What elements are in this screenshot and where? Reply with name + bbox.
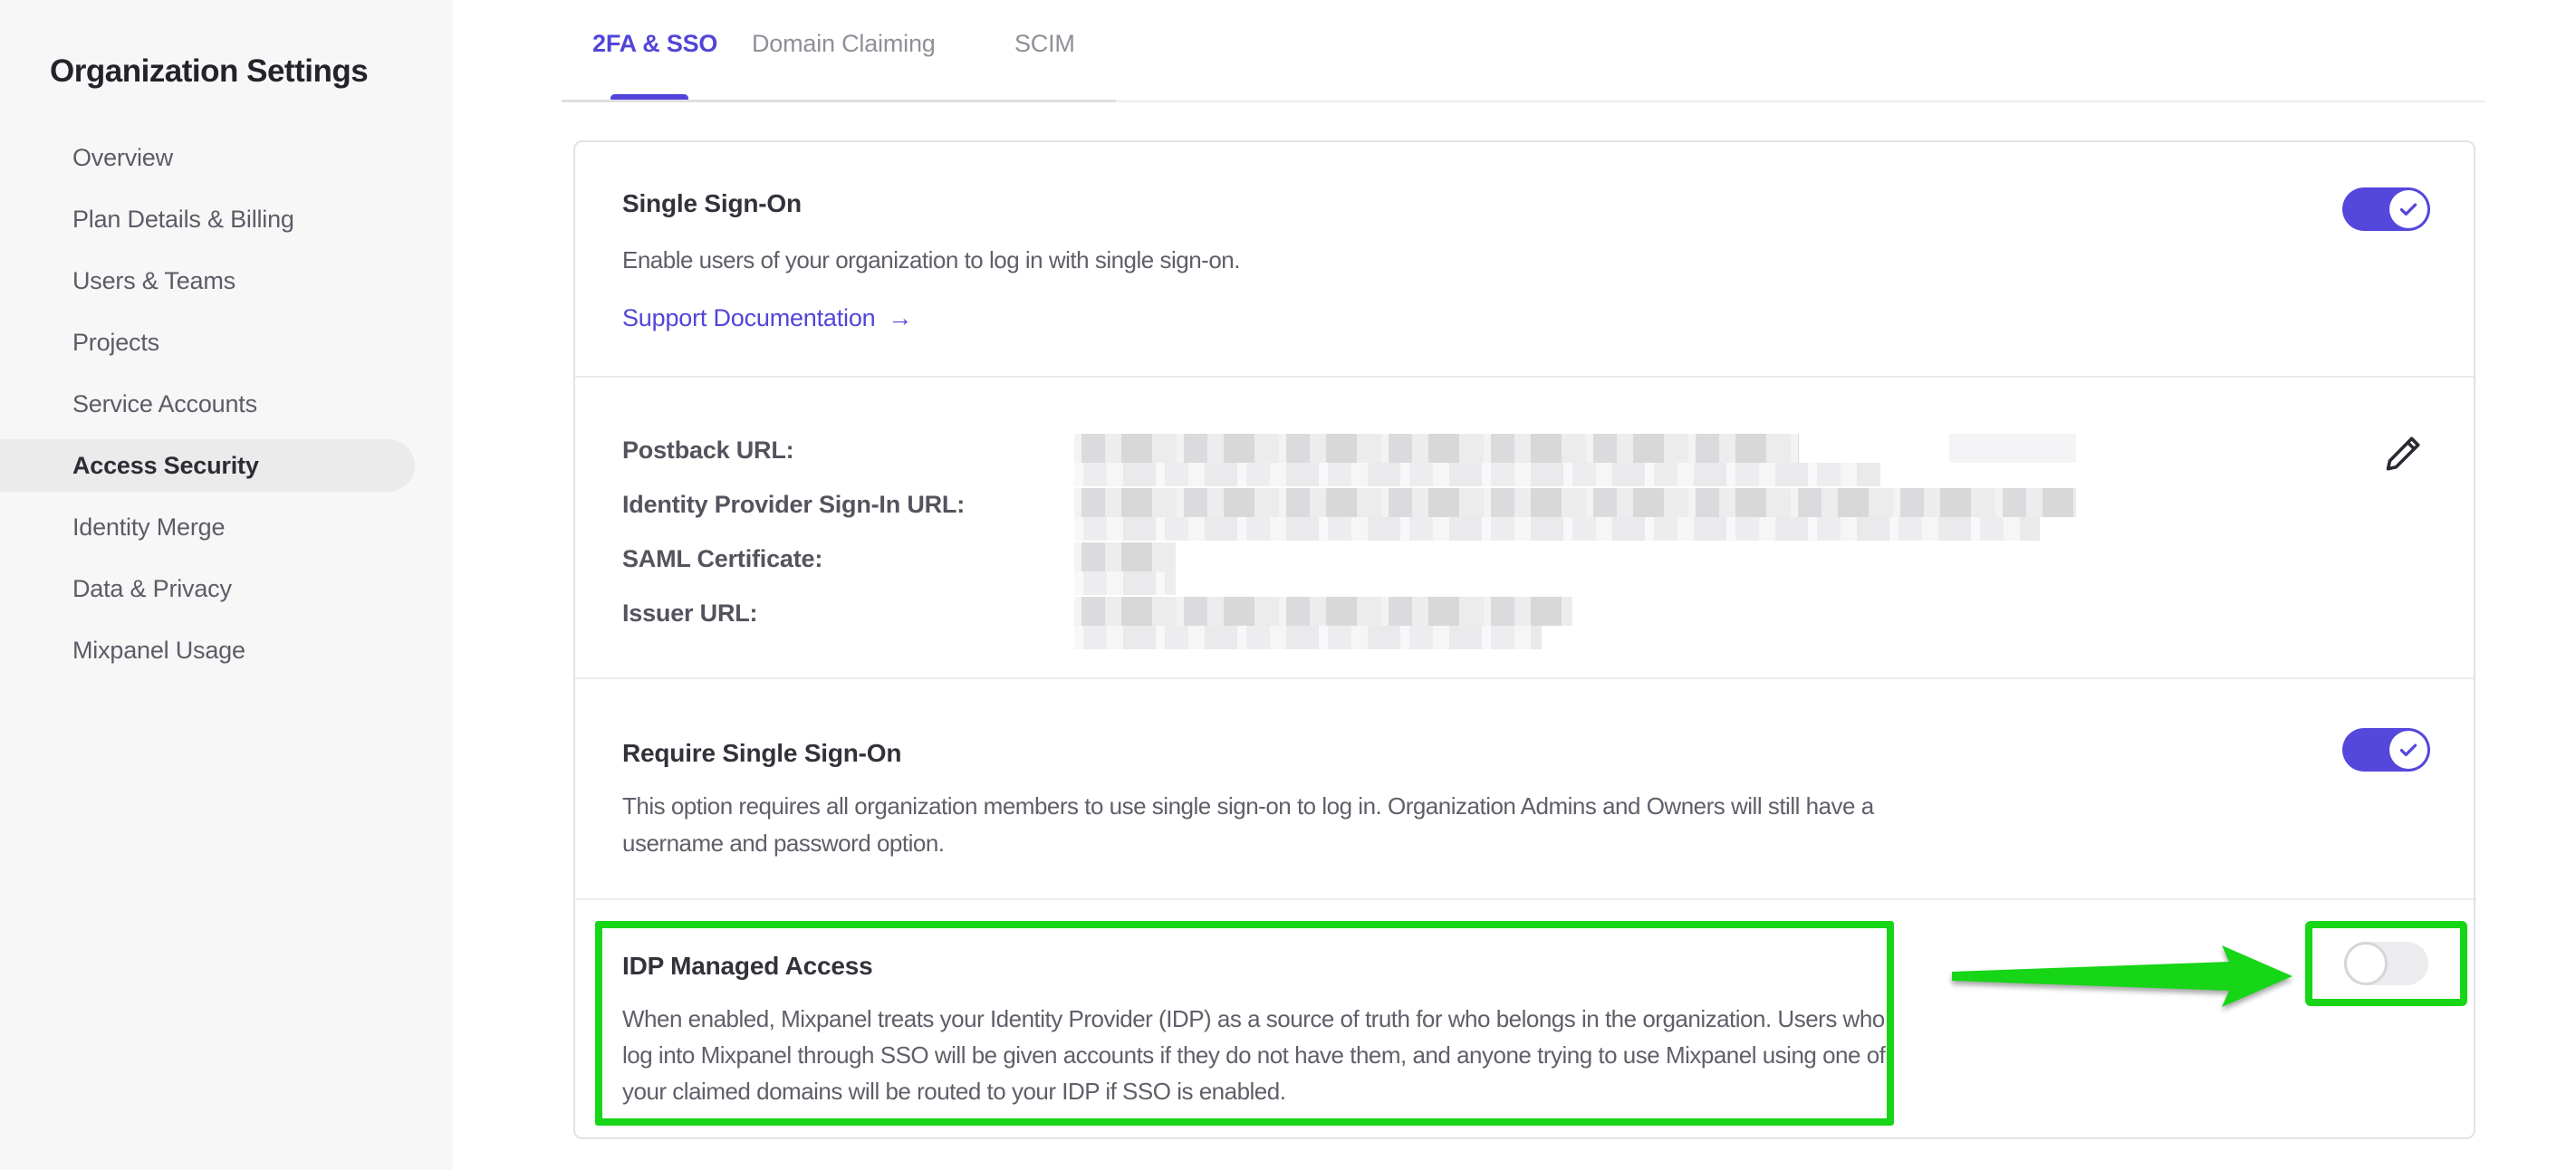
redacted-postback-url-value — [1074, 434, 1799, 463]
page-title: Organization Settings — [50, 53, 369, 89]
pencil-icon — [2382, 433, 2424, 475]
toggle-knob — [2389, 731, 2427, 769]
redacted-idp-signin-url-value — [1074, 488, 2076, 517]
redacted-postback-url-value-2 — [1074, 463, 1880, 486]
tabs-divider — [562, 100, 1116, 102]
redacted-issuer-url-value-2 — [1074, 626, 1542, 649]
check-icon — [2397, 738, 2420, 762]
annotation-arrow-icon — [1946, 938, 2302, 1014]
sidebar-item-plan-details-billing[interactable]: Plan Details & Billing — [72, 205, 294, 233]
redacted-idp-signin-url-value-2 — [1074, 517, 2040, 541]
saml-details-section — [575, 376, 2474, 677]
content-divider — [1116, 101, 2485, 102]
toggle-knob — [2344, 942, 2388, 985]
redacted-saml-certificate-value — [1074, 542, 1176, 571]
require-sso-title: Require Single Sign-On — [622, 739, 902, 767]
sidebar-item-service-accounts[interactable]: Service Accounts — [72, 389, 257, 417]
idp-title: IDP Managed Access — [622, 952, 873, 980]
redacted-postback-url-value-3 — [1949, 434, 2076, 463]
toggle-highlight-box — [2305, 921, 2467, 1006]
idp-highlight-box — [595, 921, 1894, 1126]
tab-scim[interactable]: SCIM — [1014, 30, 1075, 57]
sidebar-item-identity-merge[interactable]: Identity Merge — [72, 513, 226, 541]
sidebar-item-overview[interactable]: Overview — [72, 143, 173, 171]
edit-saml-settings-button[interactable] — [2381, 432, 2425, 475]
redacted-issuer-url-value — [1074, 597, 1572, 626]
sidebar — [0, 0, 453, 1170]
require-sso-section — [575, 677, 2474, 898]
access-security-card — [573, 140, 2475, 1139]
idp-section — [575, 898, 2474, 1141]
sso-section-description: Enable users of your organization to log in with single sign-on. — [622, 246, 1240, 273]
idp-managed-access-toggle[interactable] — [2344, 942, 2428, 985]
sidebar-item-access-security[interactable]: Access Security — [0, 439, 415, 492]
tab-2fa-sso[interactable]: 2FA & SSO — [592, 30, 718, 57]
toggle-knob — [2389, 190, 2427, 228]
idp-description: When enabled, Mixpanel treats your Identity Provider (IDP) as a source of truth for who belongs in the organization. Users who log into Mixpanel through SSO will be given accounts if they do not have them, and anyone trying to use Mixpanel using one of your claimed domains will be routed to your IDP if SSO is enabled. — [622, 1005, 1886, 1105]
single-sign-on-toggle[interactable] — [2342, 187, 2430, 231]
require-sso-description: This option requires all organization members to use single sign-on to log in. Organization Admins and Owners will still have a username and password option. — [622, 792, 1874, 857]
sidebar-nav — [0, 127, 453, 681]
sso-section — [575, 142, 2474, 376]
redacted-saml-certificate-value-2 — [1074, 571, 1176, 595]
sidebar-item-mixpanel-usage[interactable]: Mixpanel Usage — [72, 636, 245, 664]
sidebar-item-users-teams[interactable]: Users & Teams — [72, 266, 235, 294]
tab-domain-claiming[interactable]: Domain Claiming — [752, 30, 936, 57]
require-sso-toggle[interactable] — [2342, 728, 2430, 772]
arrow-right-icon: → — [888, 304, 913, 331]
sidebar-item-data-privacy[interactable]: Data & Privacy — [72, 574, 232, 602]
idp-signin-url-label: Identity Provider Sign-In URL: — [622, 491, 966, 518]
postback-url-label: Postback URL: — [622, 436, 794, 464]
saml-certificate-label: SAML Certificate: — [622, 545, 823, 572]
support-documentation-label: Support Documentation — [622, 304, 876, 331]
issuer-url-label: Issuer URL: — [622, 599, 758, 627]
support-documentation-link[interactable] — [622, 302, 912, 334]
check-icon — [2397, 197, 2420, 221]
sidebar-item-projects[interactable]: Projects — [72, 328, 159, 356]
sso-section-title: Single Sign-On — [622, 189, 802, 217]
